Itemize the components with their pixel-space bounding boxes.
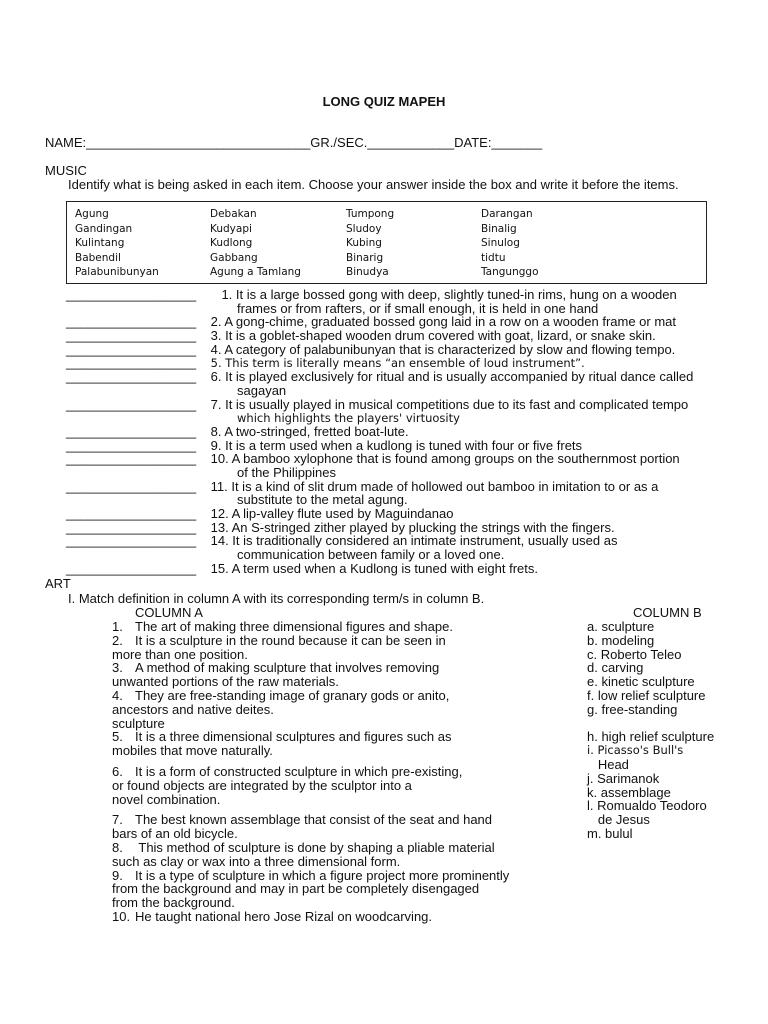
- definition-text: It is a form of constructed sculpture in which pre-existing,: [135, 763, 463, 779]
- column-b-item: e. kinetic sculpture: [587, 674, 695, 690]
- choice-word: Agung a Tamlang: [210, 266, 301, 279]
- answer-blank: __________________: [66, 478, 197, 494]
- definition-text: sculpture: [112, 715, 165, 731]
- question-text: substitute to the metal agung.: [237, 492, 408, 508]
- column-a-heading: COLUMN A: [135, 605, 203, 620]
- column-a-item: [112, 841, 582, 855]
- column-b-item: g. free-standing: [587, 701, 678, 717]
- definition-text: It is a sculpture in the round because it can be seen in: [135, 632, 446, 648]
- music-question: [66, 521, 766, 535]
- answer-blank: __________________: [66, 355, 197, 371]
- choice-word: Kubing: [346, 237, 382, 250]
- column-b-item: h. high relief sculpture: [587, 729, 715, 745]
- answer-blank: __________________: [66, 396, 197, 412]
- question-text: of the Philippines: [237, 464, 337, 480]
- music-question-continuation: [66, 466, 766, 480]
- column-a-item: [112, 813, 582, 827]
- column-b-item: m. bulul: [587, 825, 633, 841]
- question-text: 6. It is played exclusively for ritual and is usually accompanied by ritual dance called: [210, 369, 694, 385]
- definition-text: bars of an old bicycle.: [112, 826, 238, 842]
- answer-blank: __________________: [66, 437, 197, 453]
- choice-word: Debakan: [210, 208, 257, 220]
- answer-blank: __________________: [66, 314, 197, 330]
- definition-text: novel combination.: [112, 791, 221, 807]
- music-question: [66, 534, 766, 548]
- answer-blank: __________________: [66, 369, 197, 385]
- answer-blank: __________________: [66, 287, 197, 302]
- column-a-item-continuation: [112, 793, 582, 807]
- choice-word: Kulintang: [75, 237, 125, 250]
- music-question: [66, 315, 766, 329]
- column-b-item: a. sculpture: [587, 619, 655, 634]
- answer-blank: __________________: [66, 341, 197, 357]
- art-instructions: I. Match definition in column A with its corresponding term/s in column B.: [68, 591, 485, 606]
- spacer: [207, 287, 221, 302]
- music-question: [66, 439, 766, 453]
- choice-word: Binarig: [346, 251, 384, 264]
- question-text: 10. A bamboo xylophone that is found among groups on the southernmost portion: [210, 451, 680, 467]
- music-heading: MUSIC: [45, 163, 87, 178]
- column-a-item: [112, 689, 582, 703]
- question-text: 11. It is a kind of slit drum made of hollowed out bamboo in imitation to or as a: [210, 478, 659, 494]
- question-text: 7. It is usually played in musical competitions due to its fast and complicated tempo: [210, 396, 689, 412]
- definition-text: from the background.: [112, 895, 235, 911]
- question-text: communication between family or a loved one.: [237, 547, 505, 563]
- column-b-item: f. low relief sculpture: [587, 687, 706, 703]
- question-text: sagayan: [237, 382, 287, 398]
- question-text: 8. A two-stringed, fretted boat-lute.: [210, 423, 409, 439]
- definition-text: The art of making three dimensional figures and shape.: [135, 619, 453, 634]
- column-b-item: c. Roberto Teleo: [587, 646, 682, 662]
- column-b-item: i. Picasso's Bull's: [587, 743, 684, 758]
- answer-blank: __________________: [66, 328, 197, 344]
- column-a-item: [112, 634, 582, 648]
- column-b-item: l. Romualdo Teodoro: [587, 798, 707, 814]
- choice-column-1: [75, 207, 159, 280]
- column-a-item: [112, 869, 582, 883]
- music-question-continuation: [66, 384, 766, 398]
- answer-blank: __________________: [66, 519, 197, 535]
- column-a-item-continuation: [112, 779, 582, 793]
- choice-column-3: [346, 207, 394, 280]
- column-b-item: d. carving: [587, 660, 644, 676]
- choice-column-4: [481, 207, 539, 280]
- column-a-item-continuation: [112, 896, 582, 910]
- question-text: 3. It is a goblet-shaped wooden drum covered with goat, lizard, or snake skin.: [210, 328, 656, 344]
- column-b-item: j. Sarimanok: [587, 770, 660, 786]
- choice-word: Tangunggo: [481, 266, 539, 279]
- choice-word: Darangan: [481, 208, 533, 220]
- item-number: 1.: [112, 619, 123, 634]
- choice-word: tidtu: [481, 251, 506, 264]
- music-question: [66, 480, 766, 494]
- answer-blank: __________________: [66, 506, 197, 521]
- choice-column-2: [210, 207, 301, 280]
- choice-word: Babendil: [75, 251, 121, 264]
- item-number: 7.: [112, 812, 123, 828]
- column-a-item-continuation: [112, 882, 582, 896]
- music-question-continuation: [66, 302, 766, 316]
- choice-word: Agung: [75, 208, 109, 220]
- music-instructions: Identify what is being asked in each item. Choose your answer inside the box and write it before the items.: [68, 177, 679, 192]
- definition-text: unwanted portions of the raw materials.: [112, 674, 339, 690]
- music-question: [66, 562, 766, 576]
- column-a-item-continuation: [112, 648, 582, 662]
- definition-text: The best known assemblage that consist of the seat and hand: [135, 812, 493, 828]
- choice-word: Kudyapi: [210, 222, 252, 235]
- column-a-item: [112, 730, 582, 744]
- answer-blank: __________________: [66, 533, 197, 549]
- column-a-item-continuation: [112, 675, 582, 689]
- item-number: 3.: [112, 660, 123, 676]
- question-text: 13. An S-stringed zither played by plucking the strings with the fingers.: [210, 519, 615, 535]
- item-number: 8.: [112, 839, 123, 855]
- answer-blank: __________________: [66, 560, 197, 576]
- column-b-item: de Jesus: [587, 812, 650, 828]
- music-question: [66, 452, 766, 466]
- music-question: [66, 425, 766, 439]
- column-a-list: [112, 620, 582, 924]
- column-a-item: [112, 620, 582, 634]
- question-text: 5. This term is literally means “an ensemble of loud instrument”.: [210, 356, 585, 371]
- definition-text: or found objects are integrated by the sculptor into a: [112, 777, 412, 793]
- item-number: 2.: [112, 632, 123, 648]
- question-text: 12. A lip-valley flute used by Maguindanao: [210, 506, 454, 521]
- question-text: 1. It is a large bossed gong with deep, slightly tuned-in rims, hung on a wooden: [221, 287, 677, 302]
- music-question: [66, 343, 766, 357]
- definition-text: It is a type of sculpture in which a figure project more prominently: [135, 867, 510, 883]
- question-text: 9. It is a term used when a kudlong is tuned with four or five frets: [210, 437, 583, 453]
- column-a-item-continuation: [112, 703, 582, 717]
- question-text: 4. A category of palabunibunyan that is characterized by slow and flowing tempo.: [210, 341, 676, 357]
- music-question: [66, 370, 766, 384]
- choice-word: Gandingan: [75, 222, 133, 235]
- answer-blank: __________________: [66, 423, 197, 439]
- column-a-item-continuation: [112, 717, 582, 731]
- item-number: 4.: [112, 687, 123, 703]
- music-question: [66, 288, 766, 302]
- music-question-continuation: [66, 493, 766, 507]
- definition-text: from the background and may in part be completely disengaged: [112, 881, 480, 897]
- question-text: which highlights the players' virtuosity: [237, 411, 460, 426]
- answer-blank: __________________: [66, 451, 197, 467]
- item-number: 5.: [112, 729, 123, 745]
- column-b-item: b. modeling: [587, 632, 655, 648]
- column-a-item-continuation: [112, 827, 582, 841]
- column-a-item: [112, 765, 582, 779]
- definition-text: more than one position.: [112, 646, 248, 662]
- item-number: 10.: [112, 908, 131, 924]
- name-grade-date-line: NAME:_______________________________GR./SEC.____________DATE:_______: [45, 135, 543, 150]
- column-b-item: [587, 717, 757, 731]
- column-b-list: [587, 620, 757, 841]
- choice-word: Sinulog: [481, 237, 520, 250]
- definition-text: A method of making sculpture that involves removing: [135, 660, 440, 676]
- column-a-item-continuation: [112, 744, 582, 758]
- definition-text: mobiles that move naturally.: [112, 743, 273, 759]
- music-question: [66, 356, 766, 370]
- column-a-item: [112, 910, 582, 924]
- column-b-item: k. assemblage: [587, 784, 671, 800]
- column-a-item-continuation: [112, 855, 582, 869]
- music-question-continuation: [66, 411, 766, 425]
- definition-text: It is a three dimensional sculptures and figures such as: [135, 729, 452, 745]
- music-question-continuation: [66, 548, 766, 562]
- definition-text: They are free-standing image of granary gods or anito,: [135, 687, 450, 703]
- choice-word: Binudya: [346, 266, 389, 279]
- music-question: [66, 398, 766, 412]
- column-b-heading: COLUMN B: [633, 605, 702, 620]
- choice-word: Tumpong: [346, 208, 395, 220]
- definition-text: such as clay or wax into a three dimensional form.: [112, 853, 401, 869]
- choice-word: Gabbang: [210, 251, 258, 264]
- choice-word: Binalig: [481, 222, 517, 235]
- music-question: [66, 329, 766, 343]
- music-question: [66, 507, 766, 521]
- question-text: 2. A gong-chime, graduated bossed gong laid in a row on a wooden frame or mat: [210, 314, 677, 330]
- definition-text: He taught national hero Jose Rizal on woodcarving.: [135, 908, 433, 924]
- choice-word: Kudlong: [210, 237, 253, 250]
- choice-word: Palabunibunyan: [75, 266, 159, 279]
- definition-text: ancestors and native deites.: [112, 701, 274, 717]
- question-text: 15. A term used when a Kudlong is tuned with eight frets.: [210, 560, 538, 576]
- art-heading: ART: [45, 576, 71, 591]
- music-question-list: [66, 288, 766, 575]
- choice-word: Sludoy: [346, 222, 382, 235]
- question-text: frames or from rafters, or if small enough, it is held in one hand: [237, 300, 599, 316]
- answer-choice-box: [66, 201, 707, 284]
- item-number: 9.: [112, 867, 123, 883]
- definition-text: This method of sculpture is done by shaping a pliable material: [135, 839, 495, 855]
- question-text: 14. It is traditionally considered an intimate instrument, usually used as: [210, 533, 618, 549]
- column-b-item: Head: [587, 756, 629, 772]
- item-number: 6.: [112, 763, 123, 779]
- column-a-item: [112, 661, 582, 675]
- page-title: LONG QUIZ MAPEH: [322, 94, 446, 109]
